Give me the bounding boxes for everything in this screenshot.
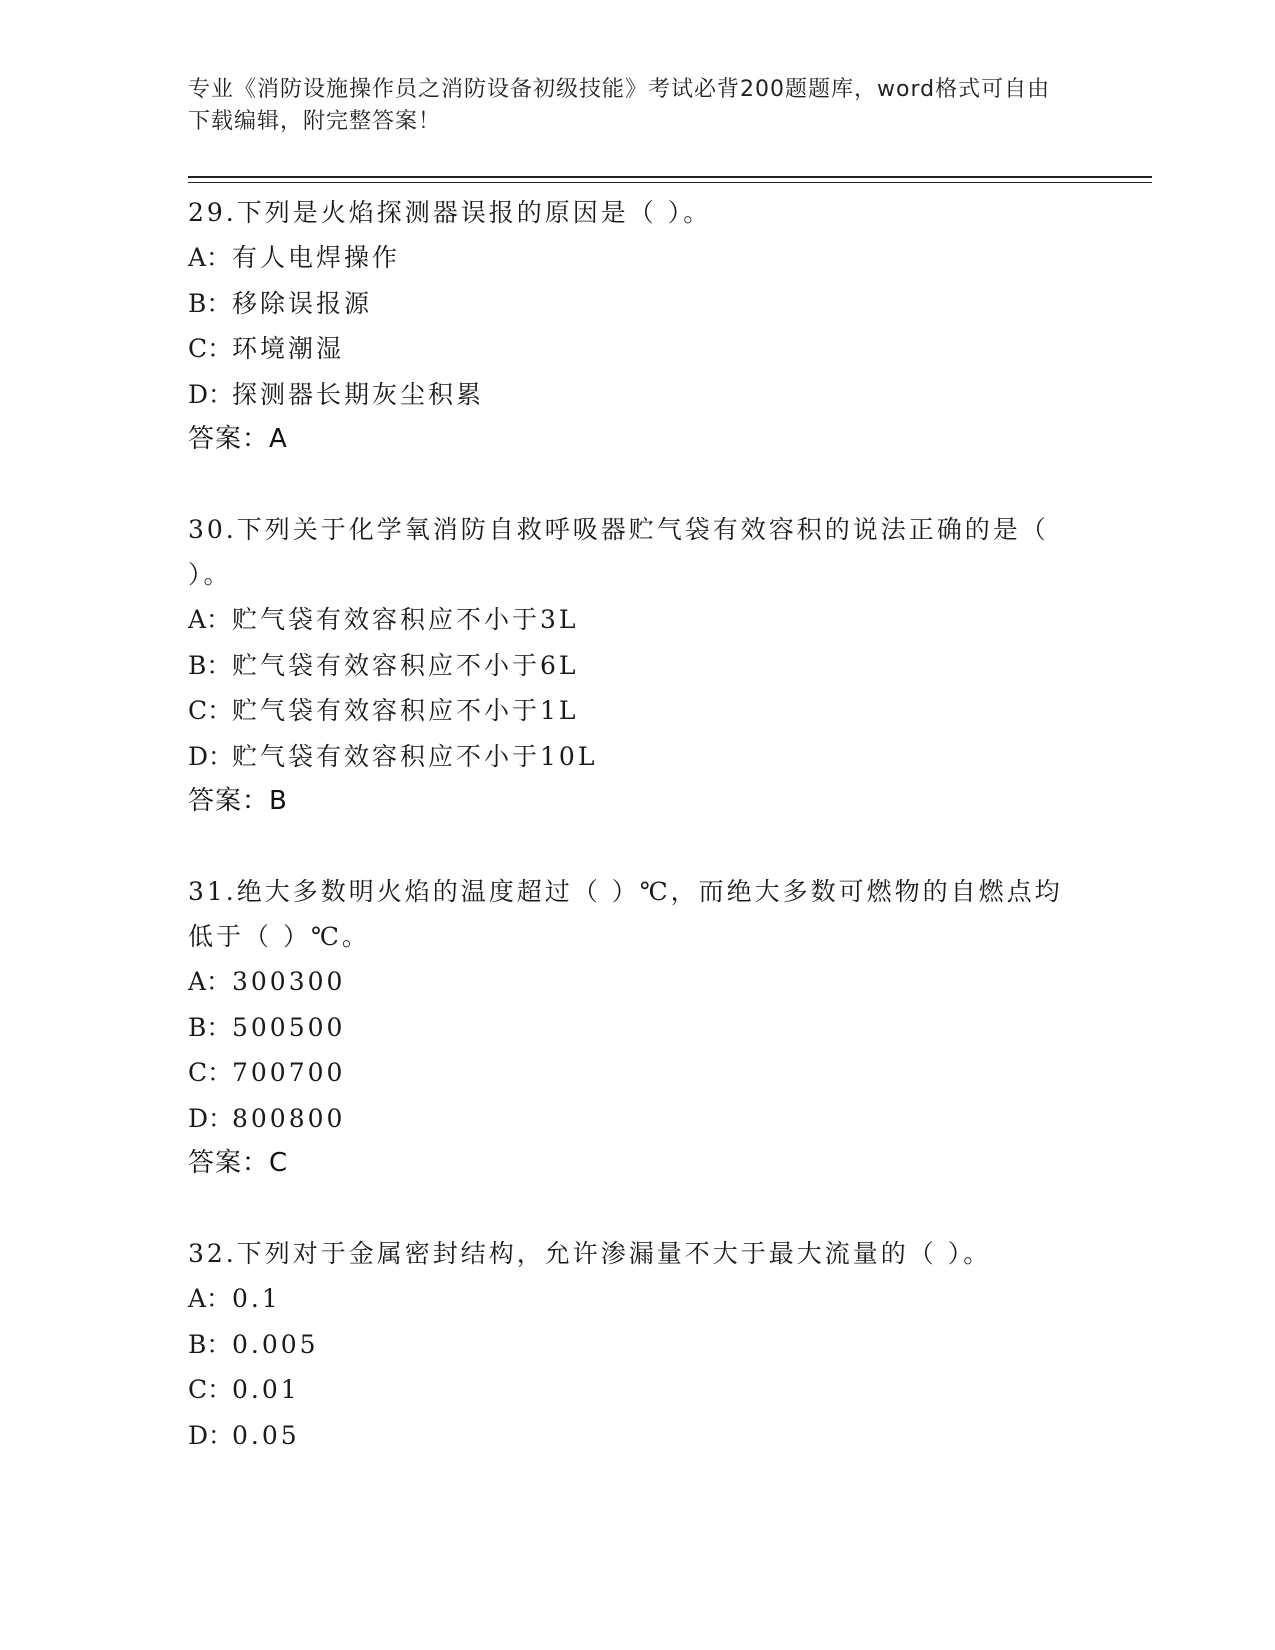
option-letter: A： [188,243,232,272]
option-d [188,1413,1088,1459]
option-letter: B： [188,1012,232,1042]
option-text: 700700 [232,1058,346,1087]
option-letter: C： [188,334,233,363]
header-divider-thick [188,176,1152,178]
option-text: 0.05 [232,1420,300,1450]
option-text: 贮气袋有效容积应不小于1L [232,696,579,725]
answer-line: 答案：A [188,424,288,454]
option-text: 300300 [232,967,346,996]
option-letter: A： [188,1284,232,1313]
option-text: 500500 [232,1012,346,1042]
option-d [188,372,1088,418]
option-letter: D： [188,741,234,771]
option-text: 0.005 [232,1329,319,1359]
option-d [188,734,1088,780]
option-letter: B： [188,288,232,318]
option-text: 0.01 [232,1375,300,1404]
question-31 [188,869,1088,1186]
option-a [188,235,1088,281]
option-text: 0.1 [232,1284,281,1313]
option-letter: C： [188,1058,233,1087]
option-text: 800800 [232,1103,346,1133]
option-letter: A： [188,967,232,996]
question-stem: 29.下列是火焰探测器误报的原因是（ ）。 [188,198,712,227]
question-30 [188,507,1088,824]
option-b [188,281,1088,327]
question-stem: 30.下列关于化学氧消防自救呼吸器贮气袋有效容积的说法正确的是（ ）。 [188,515,1049,589]
option-c [188,1050,1088,1096]
option-b [188,643,1088,689]
question-stem: 32.下列对于金属密封结构，允许渗漏量不大于最大流量的（ ）。 [188,1239,992,1268]
option-a [188,959,1088,1005]
question-29 [188,190,1088,462]
option-text: 探测器长期灰尘积累 [232,379,485,409]
option-d [188,1096,1088,1142]
document-header: 专业《消防设施操作员之消防设备初级技能》考试必背200题题库，word格式可自由下载编辑，附完整答案！ [188,77,1051,134]
option-letter: A： [188,605,232,634]
header-divider-thin [188,182,1152,183]
question-32 [188,1231,1088,1458]
answer-line: 答案：C [188,1148,289,1178]
option-letter: C： [188,696,233,725]
option-text: 移除误报源 [232,288,373,318]
option-text: 环境潮湿 [232,334,345,363]
option-letter: B： [188,1329,232,1359]
option-c [188,1367,1088,1413]
option-c [188,688,1088,734]
option-letter: B： [188,650,232,680]
option-letter: D： [188,1103,234,1133]
option-text: 有人电焊操作 [232,243,401,272]
answer-line: 答案：B [188,786,288,816]
option-text: 贮气袋有效容积应不小于6L [232,650,579,680]
question-list [188,190,1088,1503]
option-letter: C： [188,1375,233,1404]
option-letter: D： [188,1420,234,1450]
option-letter: D： [188,379,234,409]
question-stem: 31.绝大多数明火焰的温度超过（ ）℃，而绝大多数可燃物的自燃点均低于（ ）℃。 [188,877,1063,951]
option-b [188,1322,1088,1368]
option-b [188,1005,1088,1051]
option-text: 贮气袋有效容积应不小于10L [232,741,598,771]
option-c [188,326,1088,372]
option-a [188,597,1088,643]
option-a [188,1276,1088,1322]
option-text: 贮气袋有效容积应不小于3L [232,605,579,634]
